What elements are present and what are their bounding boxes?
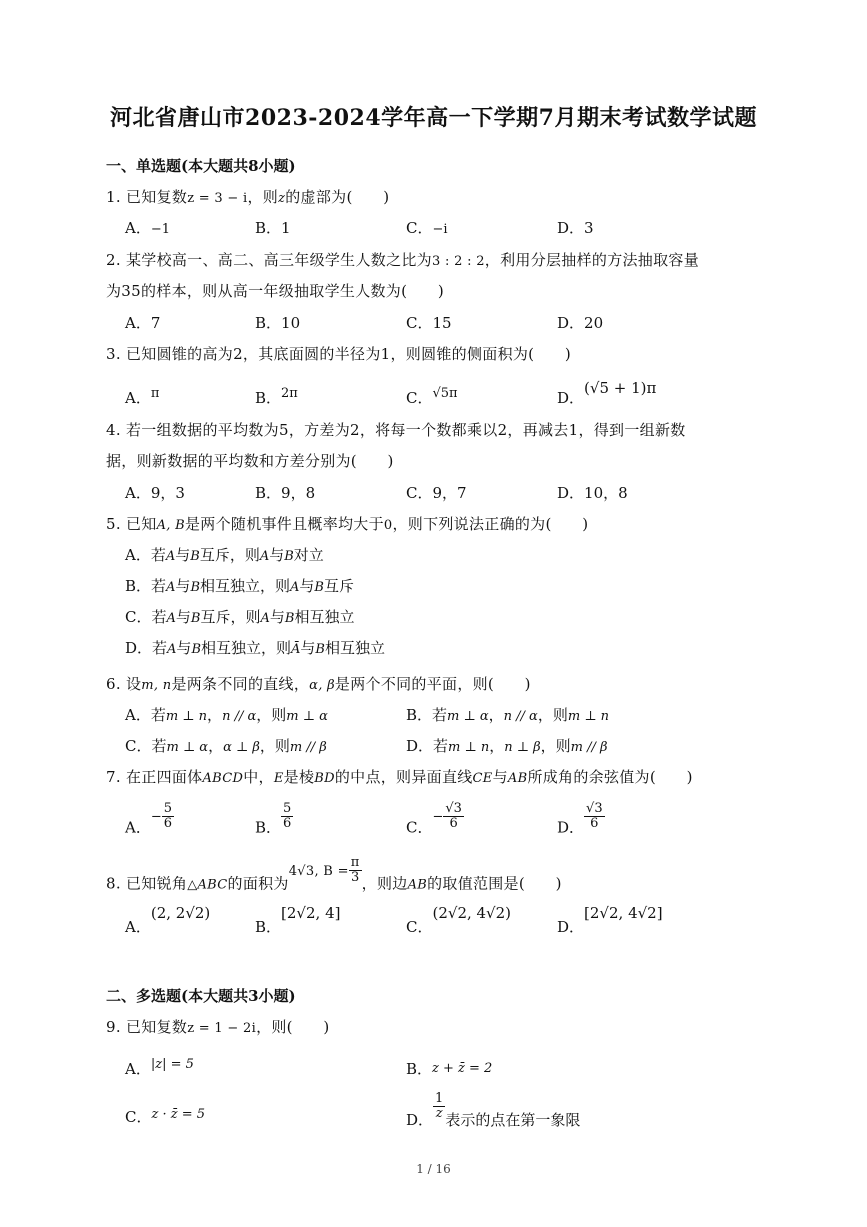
question-6-stem: 6. 设m, n是两条不同的直线，α, β是两个不同的平面，则( ) (106, 675, 531, 693)
option-b: B．[2√2, 4] (255, 904, 341, 936)
question-9-stem: 9. 已知复数z = 1 − 2i，则( ) (106, 1018, 330, 1036)
option-a: A．(2, 2√2) (125, 904, 211, 936)
option-c: C．(2√2, 4√2) (406, 904, 512, 936)
option-a: A．− $\frac{5}{6}$ (125, 801, 173, 837)
option-b: B．若A与B相互独立，则A与B互斥 (125, 577, 354, 595)
option-a: A．−1 (125, 219, 171, 237)
option-d: D．若A与B相互独立，则Ā与B相互独立 (125, 639, 385, 657)
option-b: B．1 (255, 219, 291, 237)
option-c: C．− $\frac{√3}{6}$ (406, 801, 462, 837)
option-b: B．z + z̄ = 2 (406, 1060, 493, 1078)
option-d: D．若m ⊥ n，n ⊥ β，则m // β (406, 737, 608, 755)
page-number: 1 / 16 (416, 1162, 451, 1176)
option-a: A．7 (125, 314, 161, 332)
option-b: B． $\frac{5}{6}$ (255, 801, 292, 837)
option-d: D． $\frac{1}{z}$ 表示的点在第一象限 (406, 1091, 581, 1129)
option-d: D．20 (557, 314, 604, 332)
question-1-stem: 1. 已知复数z = 3 − i，则z的虚部为( ) (106, 188, 390, 206)
option-b: B．2π (255, 386, 298, 407)
option-c: C．15 (406, 314, 452, 332)
math-expression: z = 3 − i (187, 191, 248, 206)
option-d: D．3 (557, 219, 594, 237)
page-title: 河北省唐山市2023-2024学年高一下学期7月期末考试数学试题 (110, 105, 757, 131)
option-b: B．9，8 (255, 484, 316, 502)
question-2-stem-line2: 为35的样本，则从高一年级抽取学生人数为( ) (106, 282, 444, 300)
option-c: C．9，7 (406, 484, 467, 502)
option-a: A．9，3 (125, 484, 185, 502)
option-d: D．(√5 + 1)π (557, 379, 657, 407)
option-b: B．若m ⊥ α，n // α，则m ⊥ n (406, 706, 610, 724)
option-c: C．z · z̄ = 5 (125, 1107, 206, 1126)
option-a: A．若m ⊥ n，n // α，则m ⊥ α (125, 706, 328, 724)
option-c: C．若A与B互斥，则A与B相互独立 (125, 608, 355, 626)
section-heading-multiple-choice: 二、多选题(本大题共3小题) (106, 987, 296, 1005)
option-b: B．10 (255, 314, 301, 332)
option-c: C．若m ⊥ α，α ⊥ β，则m // β (125, 737, 327, 755)
option-a: A．|z| = 5 (125, 1057, 194, 1078)
option-d: D．[2√2, 4√2] (557, 904, 663, 936)
option-a: A．π (125, 386, 160, 407)
option-c: C．√5π (406, 386, 458, 407)
option-a: A．若A与B互斥，则A与B对立 (125, 546, 324, 564)
question-2-stem: 2. 某学校高一、高二、高三年级学生人数之比为3 : 2 : 2，利用分层抽样的方法抽取容量 (106, 251, 699, 269)
option-d: D． $\frac{√3}{6}$ (557, 801, 603, 837)
question-8-stem: 8. 已知锐角△ABC的面积为4√3, B = $\frac{\pi}{3}$ ，则边AB的取值范围是( ) (106, 855, 562, 893)
question-4-stem-line2: 据，则新数据的平均数和方差分别为( ) (106, 452, 394, 470)
option-c: C．−i (406, 219, 448, 237)
section-heading-single-choice: 一、单选题(本大题共8小题) (106, 157, 296, 175)
question-5-stem: 5. 已知A, B是两个随机事件且概率均大于0，则下列说法正确的为( ) (106, 515, 589, 533)
question-4-stem: 4. 若一组数据的平均数为5，方差为2，将每一个数都乘以2，再减去1，得到一组新数 (106, 421, 686, 439)
math-variable: z (278, 191, 286, 206)
question-7-stem: 7. 在正四面体ABCD中，E是棱BD的中点，则异面直线CE与AB所成角的余弦值为( ) (106, 768, 693, 786)
option-d: D．10，8 (557, 484, 628, 502)
question-3-stem: 3. 已知圆锥的高为2，其底面圆的半径为1，则圆锥的侧面积为( ) (106, 345, 572, 363)
